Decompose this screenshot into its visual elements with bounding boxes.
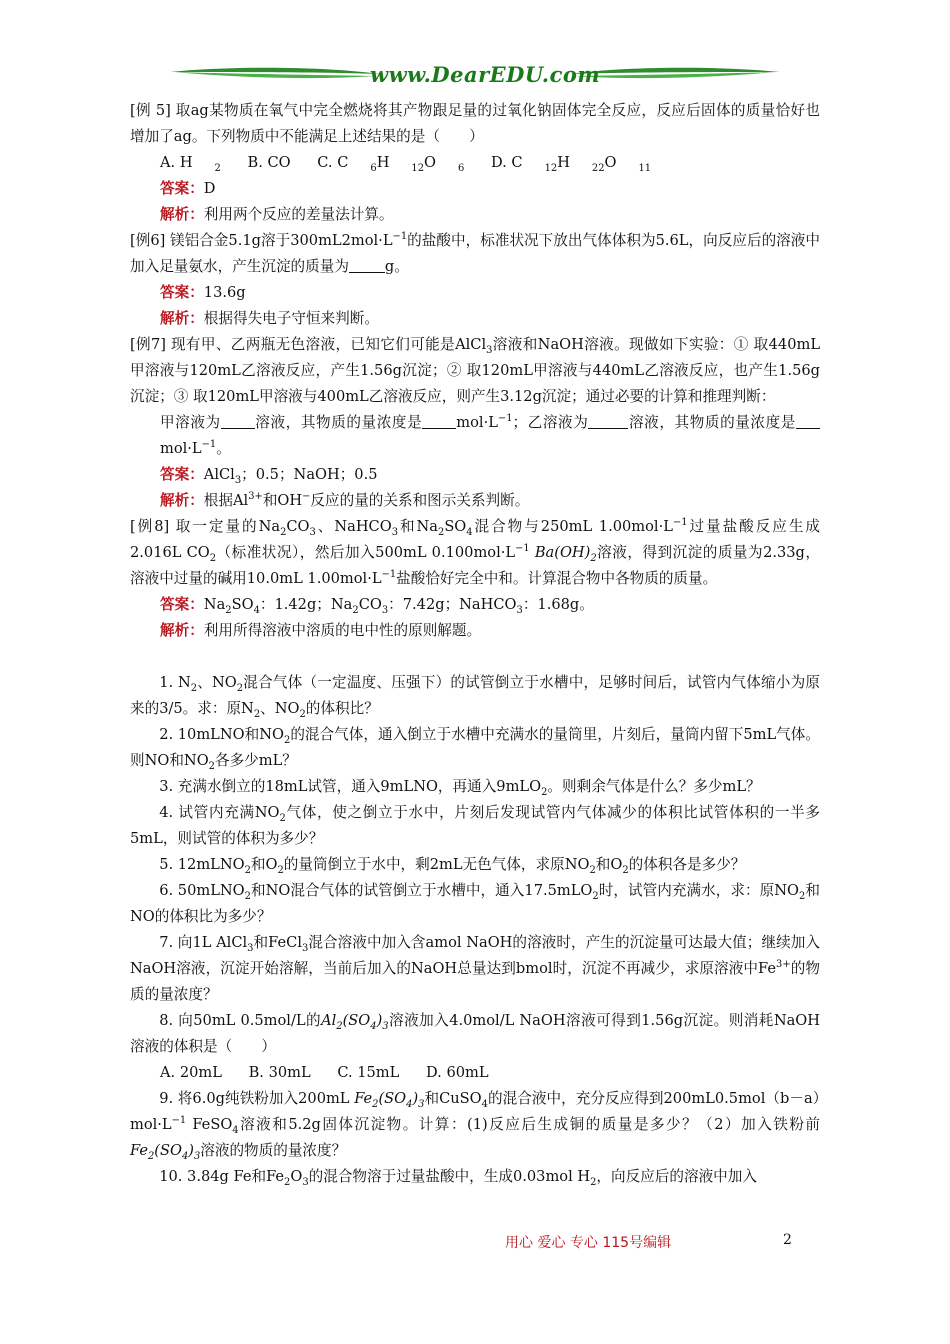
example-7-answer: 答案：AlCl$_3$；0.5；NaOH；0.5 [160, 466, 378, 486]
formula-fe2so43: $Fe_2(SO_4)_3$ [354, 1090, 425, 1110]
example-6-answer: 答案：13.6g [160, 284, 246, 301]
exercise-6: 6. 50mLNO$_2$和NO混合气体的试管倒立于水槽中，通入17.5mLO$_2$时，试管内充满水，求：原$NO_2$和NO的体积比为多少？ [130, 882, 820, 925]
example-6-question: [例6] 镁铝合金5.1g溶于$300mL2mol\cdot L^{-1}$的盐酸中，标准状况下放出气体体积为5.6L，向反应后的溶液中加入足量氨水，产生沉淀的质量为 g。 [130, 231, 821, 275]
exercise-8-options [130, 1060, 820, 1086]
answer-blank [796, 410, 820, 429]
option-c: C. 15mL [337, 1064, 400, 1081]
example-7-question: [例7] 现有甲、乙两瓶无色溶液，已知它们可能是AlCl$_3$溶液和NaOH溶液。现做如下实验：① 取440mL甲溶液与120mL乙溶液反应，产生1.56g沉淀；② 取120mL甲溶液与440mL乙溶液反应，也产生1.56g沉淀；③ 取120mL甲溶液与400mL乙溶液反应，则产生3.12g沉淀；通过必要的计算和推理判断： [130, 336, 821, 405]
option-a: A. 20mL [160, 1064, 222, 1081]
example-8-question: [例8] 取一定量的$Na_2CO_3$、NaHCO$_3$和$Na_2SO_4$混合物与250mL $1.00mol\cdot L^{-1}$过量盐酸反应生成2.016L $CO_2$（标准状况），然后加入500mL $0.100mol\cdot L^{-1}$ $Ba(OH)_2$溶液，得到沉淀的质量为2.33g，溶液中过量的碱用10.0mL $1.00mol\cdot L^{-1}$盐酸恰好完全中和。计算混合物中各物质的质量。 [130, 517, 820, 587]
example-5-analysis: 解析：利用两个反应的差量法计算。 [160, 206, 394, 223]
option-d: D. C $_{12}$H $_{22}$O $_{11}$ [490, 154, 652, 174]
answer-blank [588, 410, 628, 429]
example-5-answer: 答案：D [160, 180, 216, 197]
page-header [170, 58, 780, 92]
example-8-analysis: 解析：利用所得溶液中溶质的电中性的原则解题。 [160, 622, 482, 639]
document-body [130, 98, 820, 1190]
example-5-options [130, 150, 820, 176]
exercise-3: 3. 充满水倒立的18mL试管，通入9mLNO，再通入9mLO$_2$。则剩余气体是什么？多少mL？ [159, 778, 761, 798]
answer-blank [349, 254, 385, 273]
answer-blank [422, 410, 456, 429]
exercise-2: 2. 10mLNO和$NO_2$的混合气体，通入倒立于水槽中充满水的量筒里，片刻后，量筒内留下5mL气体。则NO和$NO_2$各多少mL？ [130, 726, 820, 772]
option-b: B. CO [247, 154, 291, 171]
exercise-10: 10. 3.84g Fe和$Fe_2O_3$的混合物溶于过量盐酸中，生成0.03mol $H_2$，向反应后的溶液中加入 [159, 1168, 757, 1188]
formula-baoh2: $Ba(OH)_2$ [534, 544, 597, 564]
section-gap [130, 644, 820, 670]
option-c: C. C $_6$H $_{12}$O $_6$ [317, 154, 465, 174]
example-6-analysis: 解析：根据得失电子守恒来判断。 [160, 310, 379, 327]
formula-fe2so43: $Fe_2(SO_4)_3$ [130, 1142, 201, 1162]
exercise-9: 9. 将6.0g纯铁粉加入200mL $Fe_2(SO_4)_3$和CuSO$_4$的混合液中，充分反应得到$200mL0.5mol(b-a)mol\cdot L^{-1}$ FeSO$_4$溶液和5.2g固体沉淀物。计算：(1)反应后生成铜的质量是多少？（2）加入铁粉前$Fe_2(SO_4)_3$溶液的物质的量浓度？ [130, 1090, 820, 1162]
exercise-7: 7. 向1L AlCl$_3$和FeCl$_3$混合溶液中加入含amol NaOH的溶液时，产生的沉淀量可达最大值；继续加入NaOH溶液，沉淀开始溶解，当前后加入的NaOH总量达到bmol时，沉淀不再减少，求原溶液中$Fe^{3+}$的物质的量浓度？ [130, 934, 820, 1003]
example-7-analysis: 解析：根据$Al^{3+}$和OH−反应的量的关系和图示关系判断。 [160, 491, 530, 509]
option-b: B. 30mL [248, 1064, 311, 1081]
page-number: 2 [783, 1232, 792, 1248]
option-a: A. H $_2$ [160, 154, 221, 174]
example-5-question: [例 5] 取ag某物质在氧气中完全燃烧将其产物跟足量的过氧化钠固体完全反应，反应后固体的质量恰好也增加了ag。下列物质中不能满足上述结果的是（ ） [130, 102, 820, 145]
exercise-5: 5. 12mLNO$_2$和$O_2$的量筒倒立于水中，剩2mL无色气体，求原$NO_2$和$O_2$的体积各是多少？ [159, 856, 746, 876]
site-logo-text: www.DearEDU.com [370, 62, 601, 87]
option-d: D. 60mL [425, 1064, 489, 1081]
page-footer: 用心 爱心 专心 115号编辑 [505, 1235, 672, 1251]
answer-blank [221, 410, 255, 429]
exercise-4: 4. 试管内充满$NO_2$气体，使之倒立于水中，片刻后发现试管内气体减少的体积比试管体积的一半多5mL，则试管的体积为多少？ [130, 804, 820, 847]
formula-al2so43: $Al_2(SO_4)_3$ [321, 1012, 389, 1032]
example-8-answer: 答案：$Na_2SO_4$：1.42g；$Na_2CO_3$：7.42g；NaHCO$_3$：1.68g。 [160, 596, 594, 616]
exercise-8: 8. 向50mL 0.5mol/L的$Al_2(SO_4)_3$溶液加入4.0mol/L NaOH溶液可得到1.56g沉淀。则消耗NaOH溶液的体积是（ ） [130, 1012, 820, 1055]
exercise-1: 1. $N_2$、$NO_2$混合气体（一定温度、压强下）的试管倒立于水槽中，足够时间后，试管内气体缩小为原来的3/5。求：原$N_2$、$NO_2$的体积比？ [130, 674, 820, 720]
example-7-fill-blanks: 甲溶液为 溶液，其物质的量浓度是 $mol\cdot L^{-1}$；乙溶液为 溶液，其物质的量浓度是$mol\cdot L^{-1}$。 [130, 410, 820, 462]
